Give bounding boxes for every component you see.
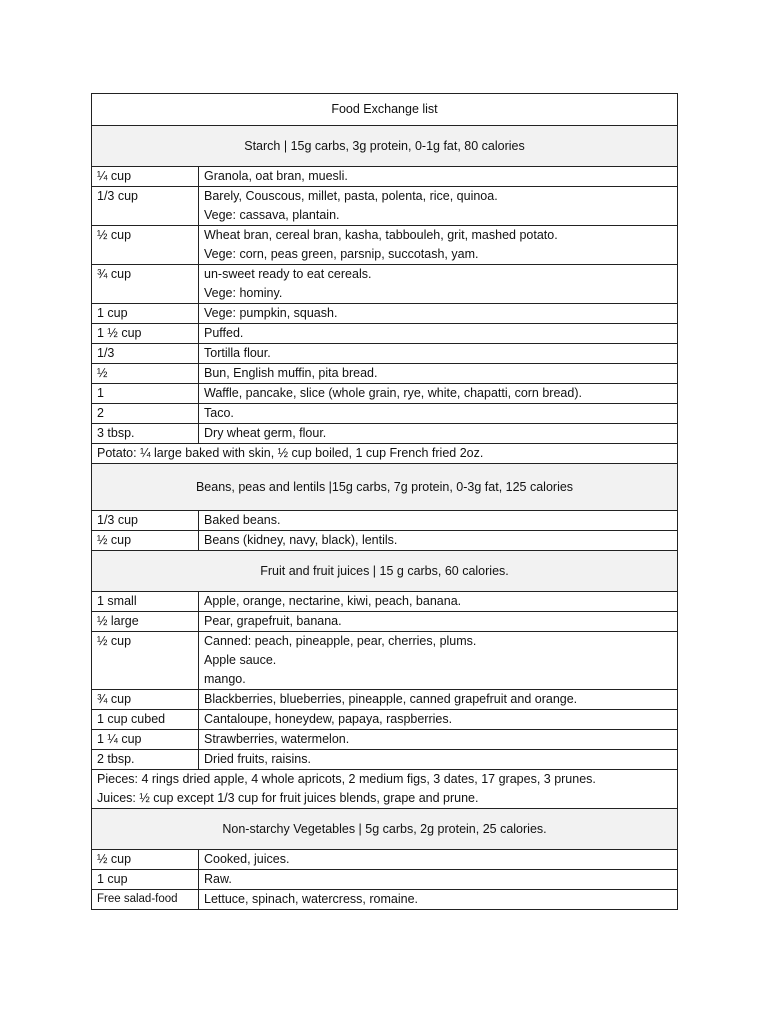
amount-cell: 1/3 cup [92,187,199,226]
table-row [92,226,678,265]
food-cell [199,710,678,730]
amount-cell: 2 [92,404,199,424]
table-row [92,265,678,304]
fruit-note [92,770,678,809]
table-row [92,167,678,187]
note-line: Potato: ¼ large baked with skin, ½ cup boiled, 1 cup French fried 2oz. [97,446,484,460]
food-cell [199,850,678,870]
table-row [92,304,678,324]
amount-cell: 1 small [92,592,199,612]
amount-cell: 3 tbsp. [92,424,199,444]
table-row [92,730,678,750]
amount-cell: ½ cup [92,226,199,265]
amount-cell: 1/3 cup [92,511,199,531]
table-row [92,424,678,444]
food-cell [199,890,678,910]
food-cell [199,690,678,710]
food-line: Puffed. [204,326,244,340]
table-row [92,710,678,730]
food-line: Granola, oat bran, muesli. [204,169,348,183]
food-line: Vege: corn, peas green, parsnip, succotash, yam. [204,247,479,261]
table-row [92,750,678,770]
food-line: Barely, Couscous, millet, pasta, polenta, rice, quinoa. [204,189,498,203]
food-line: Wheat bran, cereal bran, kasha, tabbouleh, grit, mashed potato. [204,228,558,242]
food-cell [199,592,678,612]
amount-cell: ½ [92,364,199,384]
food-line: Apple, orange, nectarine, kiwi, peach, banana. [204,594,462,608]
food-cell [199,226,678,265]
food-exchange-table [91,93,678,910]
amount-cell: 1 ½ cup [92,324,199,344]
food-line: Cooked, juices. [204,852,290,866]
table-row [92,531,678,551]
food-cell [199,870,678,890]
food-cell [199,404,678,424]
amount-cell: 1 [92,384,199,404]
amount-cell: 1 cup [92,870,199,890]
table-row [92,511,678,531]
food-cell [199,750,678,770]
food-line: Vege: cassava, plantain. [204,208,340,222]
food-cell [199,632,678,690]
food-cell [199,167,678,187]
food-line: Waffle, pancake, slice (whole grain, rye, white, chapatti, corn bread). [204,386,582,400]
food-line: Vege: hominy. [204,286,283,300]
food-line: Bun, English muffin, pita bread. [204,366,378,380]
table-row [92,592,678,612]
table-row [92,690,678,710]
table-row [92,384,678,404]
amount-cell: 1 cup cubed [92,710,199,730]
amount-cell: 1 ¼ cup [92,730,199,750]
section-header-beans: Beans, peas and lentils |15g carbs, 7g protein, 0-3g fat, 125 calories [92,464,678,511]
food-line: Vege: pumpkin, squash. [204,306,338,320]
table-row [92,404,678,424]
food-line: Taco. [204,406,234,420]
table-row [92,890,678,910]
table-title: Food Exchange list [92,94,678,126]
amount-cell: ½ cup [92,531,199,551]
food-cell [199,304,678,324]
food-line: Dried fruits, raisins. [204,752,311,766]
food-cell [199,424,678,444]
food-cell [199,384,678,404]
amount-cell: ½ cup [92,850,199,870]
amount-cell: ½ cup [92,632,199,690]
food-line: Blackberries, blueberries, pineapple, canned grapefruit and orange. [204,692,578,706]
table-row [92,632,678,690]
note-line: Pieces: 4 rings dried apple, 4 whole apricots, 2 medium figs, 3 dates, 17 grapes, 3 prunes. [97,772,596,786]
food-line: Lettuce, spinach, watercress, romaine. [204,892,418,906]
table-row [92,187,678,226]
section-header-vegetables: Non-starchy Vegetables | 5g carbs, 2g protein, 25 calories. [92,809,678,850]
table-row [92,344,678,364]
table-row [92,850,678,870]
section-header-fruit: Fruit and fruit juices | 15 g carbs, 60 calories. [92,551,678,592]
food-cell [199,324,678,344]
amount-cell: 1 cup [92,304,199,324]
food-line: Apple sauce. [204,653,277,667]
food-line: Beans (kidney, navy, black), lentils. [204,533,398,547]
amount-cell: ¾ cup [92,690,199,710]
section-header-starch: Starch | 15g carbs, 3g protein, 0-1g fat, 80 calories [92,126,678,167]
food-cell [199,187,678,226]
amount-cell: 1/3 [92,344,199,364]
food-cell [199,730,678,750]
amount-cell: ½ large [92,612,199,632]
food-line: Dry wheat germ, flour. [204,426,327,440]
food-line: mango. [204,672,246,686]
food-line: Tortilla flour. [204,346,271,360]
food-cell [199,364,678,384]
starch-note [92,444,678,464]
table-row [92,870,678,890]
food-cell [199,344,678,364]
food-line: Cantaloupe, honeydew, papaya, raspberries. [204,712,453,726]
amount-cell: 2 tbsp. [92,750,199,770]
food-line: Raw. [204,872,232,886]
food-line: Canned: peach, pineapple, pear, cherries, plums. [204,634,477,648]
amount-cell: Free salad-food [92,890,199,910]
food-line: un-sweet ready to eat cereals. [204,267,372,281]
table-row [92,364,678,384]
amount-cell: ¾ cup [92,265,199,304]
food-line: Pear, grapefruit, banana. [204,614,342,628]
table-row [92,324,678,344]
table-row [92,612,678,632]
food-line: Baked beans. [204,513,281,527]
food-line: Strawberries, watermelon. [204,732,350,746]
food-cell [199,612,678,632]
note-line: Juices: ½ cup except 1/3 cup for fruit juices blends, grape and prune. [97,791,479,805]
food-cell [199,265,678,304]
food-cell [199,511,678,531]
amount-cell: ¼ cup [92,167,199,187]
food-cell [199,531,678,551]
